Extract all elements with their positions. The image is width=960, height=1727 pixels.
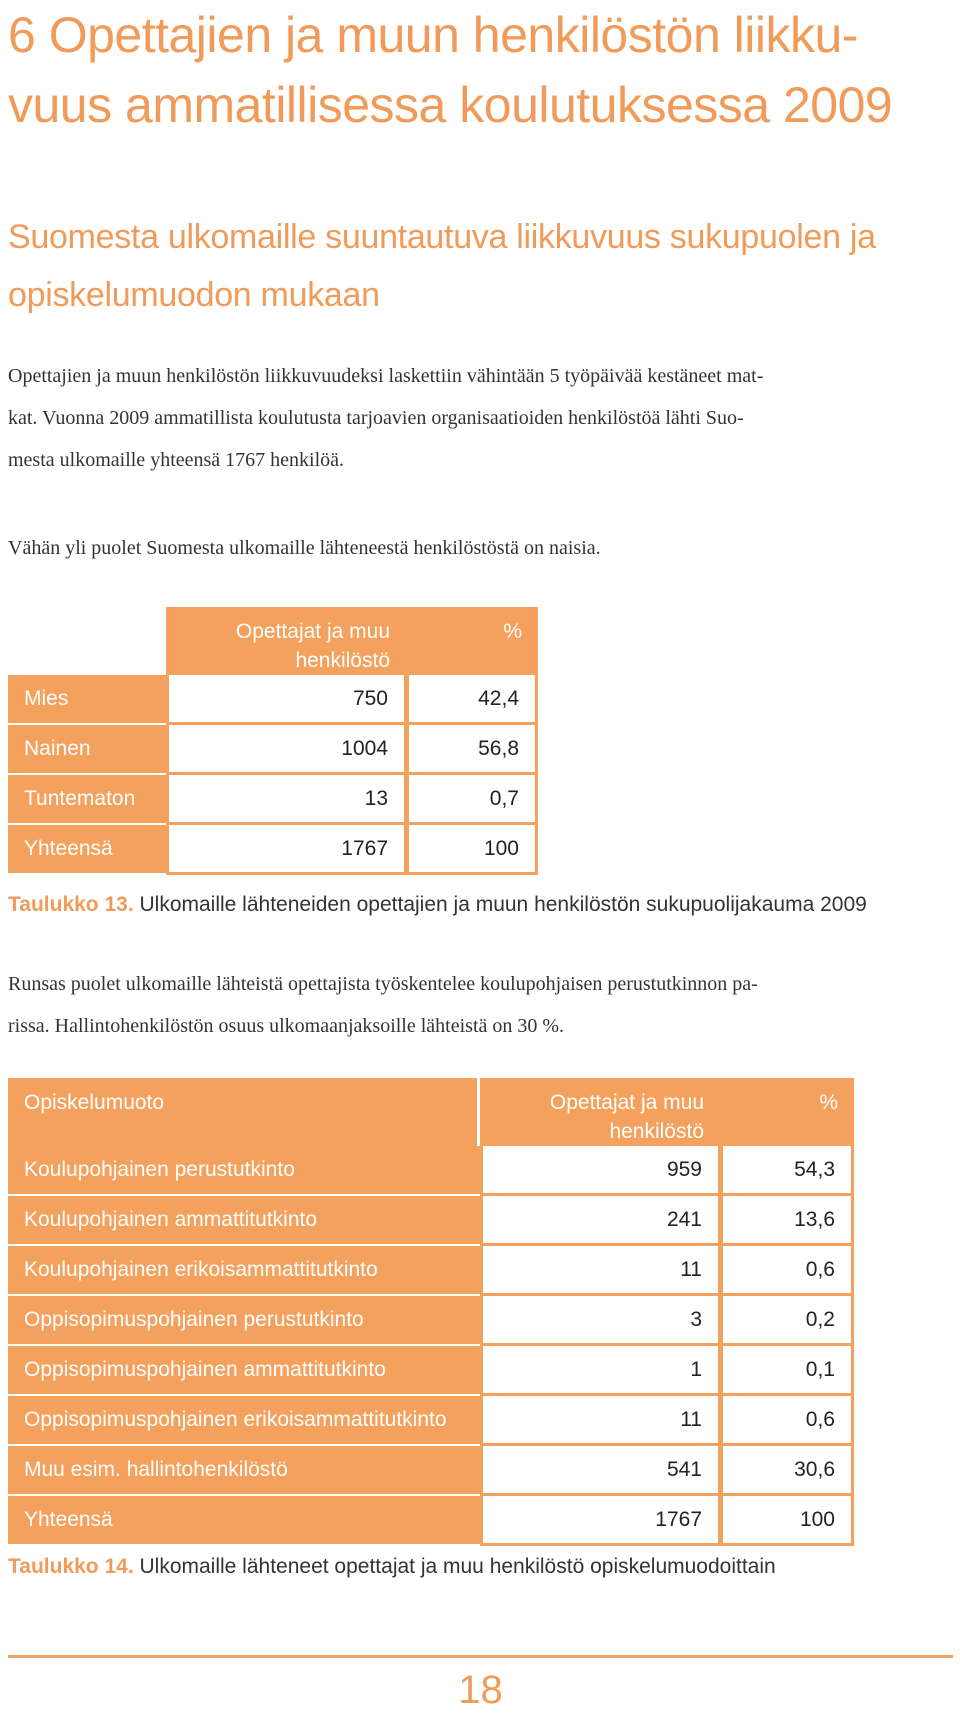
table-13-row-percent: 100 [406, 825, 538, 875]
paragraph-1-line1: Opettajien ja muun henkilöstön liikkuvuudeksi laskettiin vähintään 5 työpäivää kestäneet mat- [8, 365, 764, 387]
table-13-row-percent: 56,8 [406, 725, 538, 775]
table-14-row-percent: 13,6 [720, 1196, 854, 1246]
table-13 [8, 607, 538, 875]
table-13-row-label: Tuntematon [8, 775, 166, 825]
table-14-row-count: 1767 [480, 1496, 720, 1546]
table-14-header-type: Opiskelumuoto [8, 1078, 480, 1146]
table-14-caption [8, 1555, 776, 1579]
table-row [8, 825, 538, 875]
table-13-row-count: 13 [166, 775, 406, 825]
table-14-row-label: Oppisopimuspohjainen ammattitutkinto [8, 1346, 480, 1396]
table-row [8, 1296, 854, 1346]
paragraph-3-line1: Runsas puolet ulkomaille lähteistä opettajista työskentelee koulupohjaisen perustutkinnon pa- [8, 973, 758, 995]
table-13-row-count: 750 [166, 675, 406, 725]
table-13-caption-text: Ulkomaille lähteneiden opettajien ja muun henkilöstön sukupuolijakauma 2009 [133, 893, 867, 916]
table-row [8, 1196, 854, 1246]
table-14-row-percent: 100 [720, 1496, 854, 1546]
table-14-row-count: 541 [480, 1446, 720, 1496]
table-13-caption [8, 893, 867, 917]
table-14-row-label: Muu esim. hallintohenkilöstö [8, 1446, 480, 1496]
table-14-row-count: 959 [480, 1146, 720, 1196]
table-14-row-percent: 54,3 [720, 1146, 854, 1196]
table-13-row-count: 1004 [166, 725, 406, 775]
table-13-row-percent: 42,4 [406, 675, 538, 725]
table-14-row-count: 11 [480, 1246, 720, 1296]
table-14-row-percent: 0,6 [720, 1396, 854, 1446]
table-14-row-percent: 0,1 [720, 1346, 854, 1396]
table-14-row-label: Oppisopimuspohjainen erikoisammattitutkinto [8, 1396, 480, 1446]
table-14-row-count: 241 [480, 1196, 720, 1246]
table-14-row-label: Koulupohjainen erikoisammattitutkinto [8, 1246, 480, 1296]
paragraph-1-line3: mesta ulkomaille yhteensä 1767 henkilöä. [8, 449, 345, 471]
table-14-header-count-line2: henkilöstö [609, 1120, 704, 1143]
table-row [8, 1446, 854, 1496]
table-14-row-count: 3 [480, 1296, 720, 1346]
table-13-row-percent: 0,7 [406, 775, 538, 825]
chapter-title-line1: 6 Opettajien ja muun henkilöstön liikku- [8, 7, 858, 63]
table-row [8, 1396, 854, 1446]
table-14-caption-label: Taulukko 14. [8, 1555, 134, 1578]
table-13-row-label: Nainen [8, 725, 166, 775]
paragraph-3 [8, 963, 953, 1047]
table-14-row-count: 1 [480, 1346, 720, 1396]
table-row [8, 775, 538, 825]
table-13-header-count [166, 607, 406, 675]
table-13-header-count-line2: henkilöstö [295, 649, 390, 672]
table-14-row-label: Koulupohjainen ammattitutkinto [8, 1196, 480, 1246]
table-14-header-percent: % [720, 1078, 854, 1146]
paragraph-1 [8, 355, 953, 481]
document-page [8, 0, 953, 1712]
table-14-row-percent: 30,6 [720, 1446, 854, 1496]
table-14-caption-text: Ulkomaille lähteneet opettajat ja muu henkilöstö opiskelumuodoittain [133, 1555, 776, 1578]
chapter-title [8, 0, 953, 140]
table-13-header-empty [8, 607, 166, 675]
page-number: 18 [458, 1668, 503, 1712]
table-14-row-label: Oppisopimuspohjainen perustutkinto [8, 1296, 480, 1346]
table-14-header-count [480, 1078, 720, 1146]
table-13-header-count-line1: Opettajat ja muu [235, 620, 390, 643]
table-13-header-percent: % [406, 607, 538, 675]
table-14-row-label: Yhteensä [8, 1496, 480, 1546]
table-row [8, 675, 538, 725]
table-13-row-count: 1767 [166, 825, 406, 875]
table-14 [8, 1078, 854, 1546]
table-row [8, 1246, 854, 1296]
section-title [8, 208, 908, 324]
table-14-header [8, 1078, 854, 1146]
paragraph-3-line2: rissa. Hallintohenkilöstön osuus ulkomaanjaksoille lähteistä on 30 %. [8, 1015, 565, 1037]
table-14-row-count: 11 [480, 1396, 720, 1446]
footer-divider [8, 1655, 953, 1658]
table-row [8, 1346, 854, 1396]
paragraph-2: Vähän yli puolet Suomesta ulkomaille lähteneestä henkilöstöstä on naisia. [8, 537, 601, 559]
paragraph-1-line2: kat. Vuonna 2009 ammatillista koulutusta tarjoavien organisaatioiden henkilöstöä lähti Suo- [8, 407, 744, 429]
section-title-line1: Suomesta ulkomaille suuntautuva liikkuvuus sukupuolen ja [8, 218, 876, 256]
table-13-caption-label: Taulukko 13. [8, 893, 134, 916]
table-13-row-label: Yhteensä [8, 825, 166, 875]
chapter-title-line2: vuus ammatillisessa koulutuksessa 2009 [8, 77, 893, 133]
section-title-line2: opiskelumuodon mukaan [8, 276, 380, 314]
table-14-header-count-line1: Opettajat ja muu [549, 1091, 704, 1114]
table-row [8, 1496, 854, 1546]
table-13-header [8, 607, 538, 675]
table-13-row-label: Mies [8, 675, 166, 725]
table-14-row-percent: 0,6 [720, 1246, 854, 1296]
table-14-row-percent: 0,2 [720, 1296, 854, 1346]
table-14-row-label: Koulupohjainen perustutkinto [8, 1146, 480, 1196]
table-row [8, 1146, 854, 1196]
table-row [8, 725, 538, 775]
